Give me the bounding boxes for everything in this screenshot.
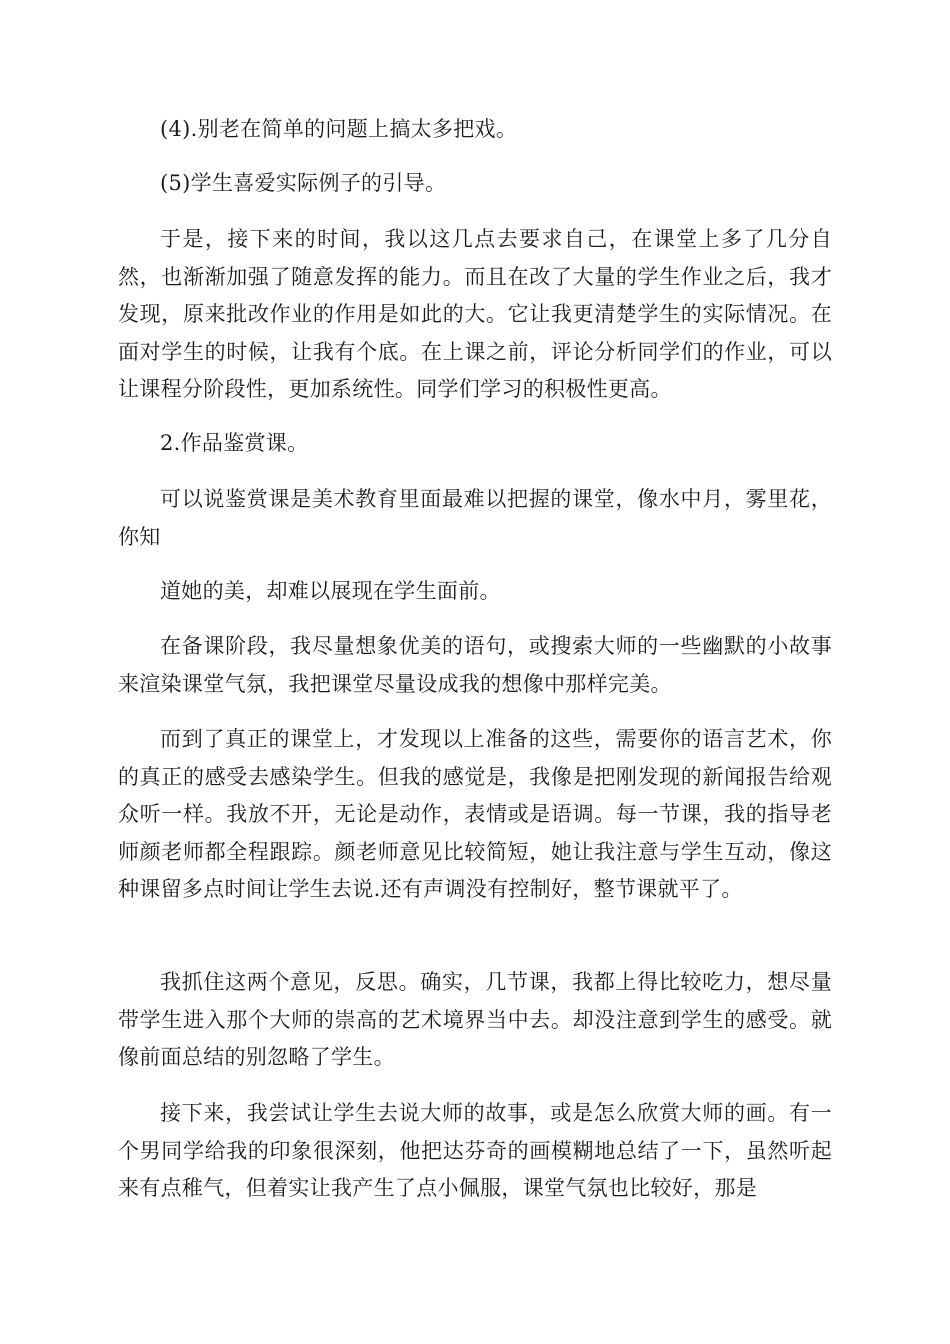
paragraph-point-4: (4).别老在简单的问题上搞太多把戏。 — [160, 117, 518, 141]
paragraph-self-improvement: 于是，接下来的时间，我以这几点去要求自己，在课堂上多了几分自然，也渐渐加强了随意发挥的能力。而且在改了大量的学生作业之后，我才发现，原来批改作业的作用是如此的大。它让我更清楚学生的实际情况。在面对学生的时候，让我有个底。在上课之前，评论分析同学们的作业，可以让课程分阶段性，更加系统性。同学们学习的积极性更高。 — [118, 227, 832, 401]
section-heading-appreciation-class: 2.作品鉴赏课。 — [160, 431, 309, 455]
paragraph-appreciation-intro: 可以说鉴赏课是美术教育里面最难以把握的课堂，像水中月，雾里花，你知 — [118, 487, 832, 549]
paragraph-real-classroom: 而到了真正的课堂上，才发现以上准备的这些，需要你的语言艺术，你的真正的感受去感染学生。但我的感觉是，我像是把刚发现的新闻报告给观众听一样。我放不开，无论是动作，表情或是语调。每一节课，我的指导老师颜老师都全程跟踪。颜老师意见比较简短，她让我注意与学生互动，像这种课留多点时间让学生去说.还有声调没有控制好，整节课就平了。 — [118, 727, 832, 901]
paragraph-appreciation-continued: 道她的美，却难以展现在学生面前。 — [160, 579, 501, 603]
paragraph-student-stories: 接下来，我尝试让学生去说大师的故事，或是怎么欣赏大师的画。有一个男同学给我的印象很深刻，他把达芬奇的画模糊地总结了一下，虽然听起来有点稚气，但着实让我产生了点小佩服，课堂气氛也比较好，那是 — [118, 1101, 832, 1200]
paragraph-reflection: 我抓住这两个意见，反思。确实，几节课，我都上得比较吃力，想尽量带学生进入那个大师的崇高的艺术境界当中去。却没注意到学生的感受。就像前面总结的别忽略了学生。 — [118, 970, 832, 1069]
paragraph-point-5: (5)学生喜爱实际例子的引导。 — [160, 171, 447, 195]
paragraph-lesson-preparation: 在备课阶段，我尽量想象优美的语句，或搜索大师的一些幽默的小故事来渲染课堂气氛，我把课堂尽量设成我的想像中那样完美。 — [118, 634, 832, 696]
